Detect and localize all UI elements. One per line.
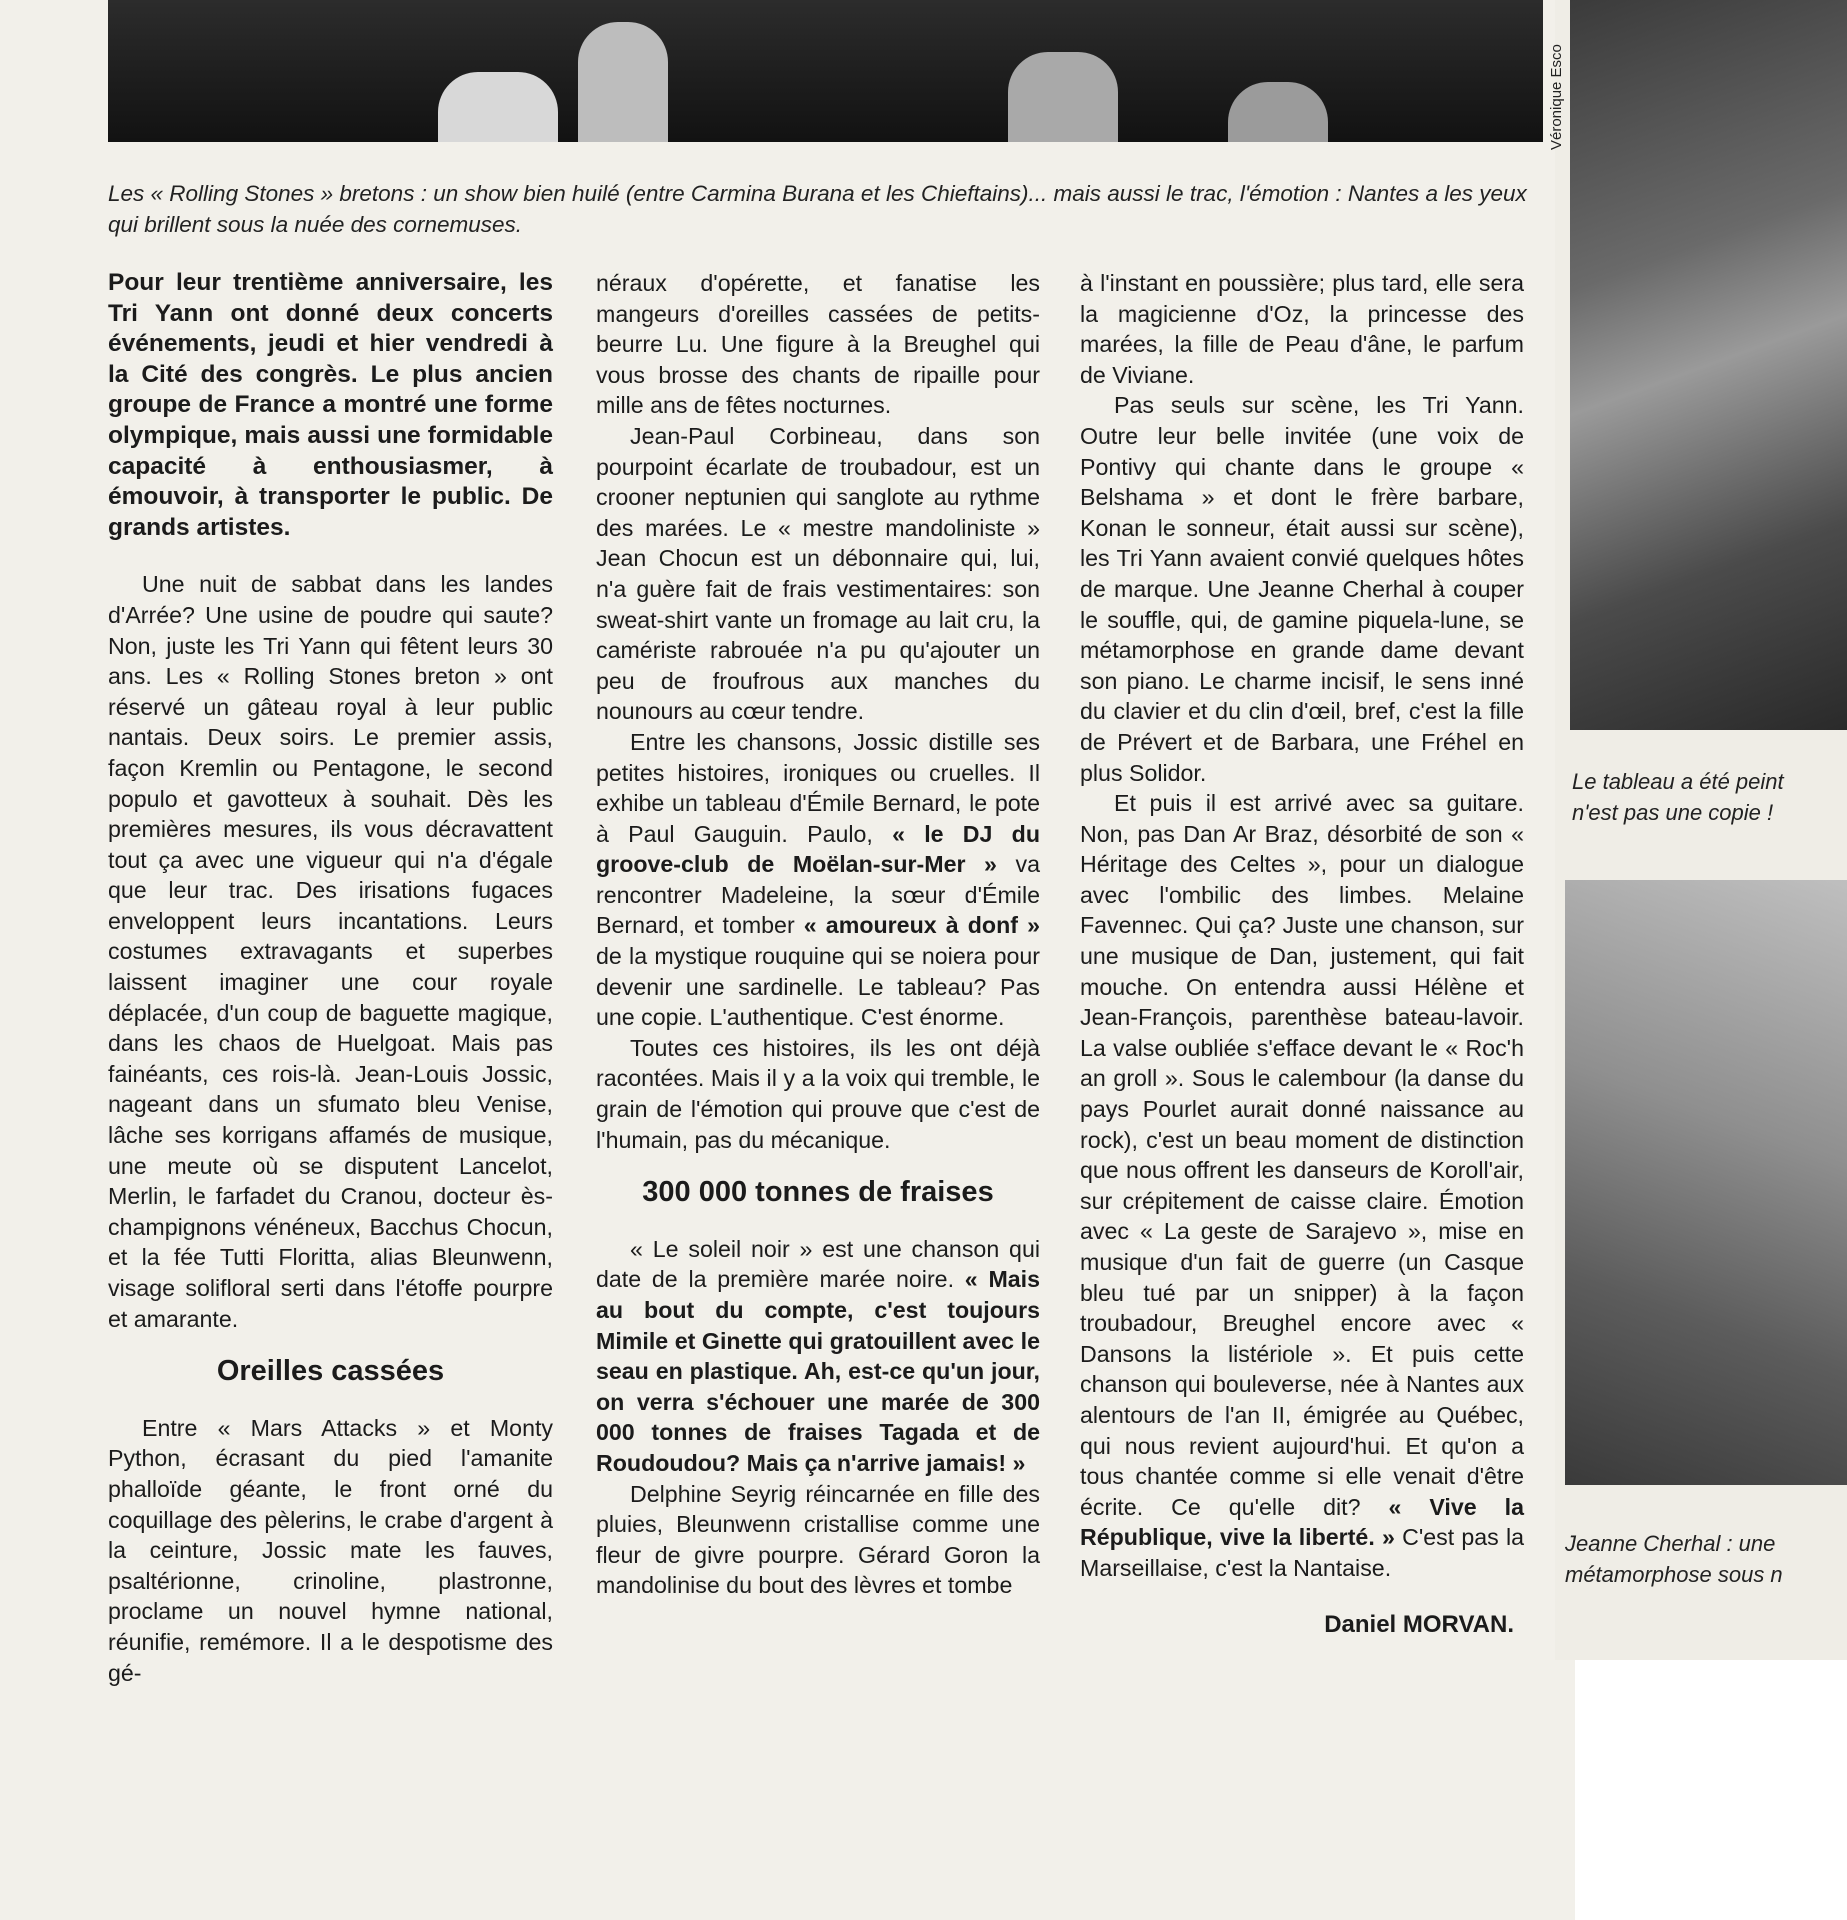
author-signature: Daniel MORVAN. [1324,1610,1514,1638]
text-run: Et puis il est arrivé avec sa guitare. Non, pas Dan Ar Braz, désorbité de son « Héritage des Celtes », pour un dialogue avec l'ombilic des limbes. Melaine Favennec. Qui ça? Juste une chanson, sur une musique de Dan, justement, qui fait mouche. On entendra aussi Hélène et Jean-François, parenthèse bateau-lavoir. La valse oubliée s'efface devant le « Roc'h an groll ». Sous le calembour (la danse du pays Pourlet aurait donné naissance au rock), c'est un beau moment de distinction que nous offrent les danseurs de Koroll'air, sur crépitement de caisse claire. Émotion avec « La geste de Sarajevo », mise en musique d'un fait de guerre (un Casque bleu tué par un snipper) à la façon troubadour, Breughel encore avec « Dansons la listériole ». Et puis cette chanson qui bouleverse, née à Nantes aux alentours de l'an II, émigrée au Québec, qui nous revient aujourd'hui. Et qu'on a tous chantée comme si elle venait d'être écrite. Ce qu'elle dit? [1080,790,1524,1520]
text-run: va rencontrer Madeleine, la sœur d'Émile Bernard, et tomber [596,851,1040,939]
subheading-oreilles: Oreilles cassées [216,1355,445,1388]
subheading-fraises: 300 000 tonnes de fraises [642,1176,994,1209]
photo-caption: Les « Rolling Stones » bretons : un show bien huilé (entre Carmina Burana et les Chieftains)... mais aussi le trac, l'émotion : Nantes a les yeux qui brillent sous la nuée des cornemuses. [108,181,1527,237]
quote-bold: « le DJ du groove-club de Moëlan-sur-Mer » [596,820,1040,878]
caption-line: Jeanne Cherhal : une [1565,1531,1776,1556]
photo-credit: Véronique Esco [1548,44,1565,150]
quote-bold: « amoureux à donf » [803,912,1040,939]
paragraph [596,727,1040,1033]
text-run: Entre les chansons, Jossic distille ses petites histoires, ironiques ou cruelles. Il exhibe un tableau d'Émile Bernard, le pote à Paul Gauguin. Paulo, [596,728,1040,847]
side-caption-2 [1565,1528,1783,1590]
column-1 [108,268,553,1688]
paragraph: Jean-Paul Corbineau, dans son pourpoint écarlate de troubadour, est un crooner neptunien qui sanglote au rythme des marées. Le « mestre mandoliniste » Jean Chocun est un débonnaire qui, lui, n'a guère fait de frais vestimentaires: son sweat-shirt vante un fromage au lait cru, la caméristе rabrouée n'a pu qu'ajouter un peu de froufrous aux manches du nounours au cœur tendre. [596,422,1040,725]
paragraph: à l'instant en poussière; plus tard, elle sera la magicienne d'Oz, la princesse des marées, la fille de Peau d'âne, le parfum de Viviane. [1080,270,1524,388]
side-photo-jeanne-cherhal [1565,880,1847,1485]
column-2 [596,268,1040,1601]
paragraph [1080,788,1524,1583]
column-3 [1080,268,1524,1640]
caption-line: Le tableau a été peint [1572,769,1784,794]
paragraph [596,1234,1040,1479]
quote-bold: « Vive la République, vive la liberté. » [1080,1493,1524,1551]
paragraph: Delphine Seyrig réincarnée en fille des pluies, Bleunwenn cristallise comme une fleur de givre pourpre. Gérard Goron la mandolinise du bout des lèvres et tombe [596,1480,1040,1599]
paragraph: Une nuit de sabbat dans les landes d'Arrée? Une usine de poudre qui saute? Non, juste les Tri Yann qui fêtent leurs 30 ans. Les « Rolling Stones breton » ont réservé un gâteau royal à leur public nantais. Deux soirs. Le premier assis, façon Kremlin ou Pentagone, le second populo et gavotteux à souhait. Dès les premières mesures, ils vous décravattent tout ça avec une vigueur qui n'a d'égale que leur trac. Des irisations fugaces enveloppent leurs incantations. Leurs costumes extravagants et superbes laissent imaginer une cour royale déplacée, d'un coup de baguette magique, dans les chaos de Huelgoat. Mais pas fainéants, ces rois-là. Jean-Louis Jossic, nageant dans un sfumato bleu Venise, lâche ses korrigans affamés de musique, une meute où se disputent Lancelot, Merlin, le farfadet du Cranou, docteur ès-champignons vénéneux, Bacchus Chocun, et la fée Tutti Floritta, alias Bleunwenn, visage solifloral serti dans l'étoffe pourpre et amarante. [108,571,553,1332]
paragraph: néraux d'opérette, et fanatise les mangeurs d'oreilles cassées de petits-beurre Lu. Une figure à la Breughel qui vous brosse des chants de ripaille pour mille ans de fêtes nocturnes. [596,270,1040,419]
text-run: de la mystique rouquine qui se noiera pour devenir une sardinelle. Le tableau? Pas une copie. L'authentique. C'est énorme. [596,943,1040,1031]
paragraph: Pas seuls sur scène, les Tri Yann. Outre leur belle invitée (une voix de Pontivy qui chante dans le groupe « Belshama » et dont le frère barbare, Konan le sonneur, était aussi sur scène), les Tri Yann avaient convié quelques hôtes de marque. Une Jeanne Cherhal à couper le souffle, qui, de gamine piquela-lune, se métamorphose en grande dame devant son piano. Le charme incisif, le sens inné du clavier et du clin d'œil, bref, c'est la fille de Prévert et de Barbara, une Fréhel en plus Solidor. [1080,392,1524,786]
paragraph: Toutes ces histoires, ils les ont déjà racontées. Mais il y a la voix qui tremble, le grain de l'émotion qui prouve que c'est de l'humain, pas du mécanique. [596,1034,1040,1153]
concert-photo [108,0,1543,142]
caption-line: métamorphose sous n [1565,1562,1783,1587]
paragraph: Entre « Mars Attacks » et Monty Python, écrasant du pied l'amanite phalloïde géante, le front orné du coquillage des pèlerins, le crabe d'argent à la ceinture, Jossic mate les fauves, psaltérionne, crinoline, plastronne, proclame un nouvel hymne national, réunifie, remémore. Il a le despotisme des gé- [108,1414,553,1686]
side-photo-painting [1570,0,1847,730]
side-caption-1 [1572,766,1784,828]
text-run: « Le soleil noir » est une chanson qui date de la première marée noire. [596,1235,1040,1293]
text-run: C'est pas la Marseillaise, c'est la Nantaise. [1080,1524,1525,1581]
article-lead: Pour leur trentième anniversaire, les Tri Yann ont donné deux concerts événements, jeudi et hier vendredi à la Cité des congrès. Le plus ancien groupe de France a montré une forme olympique, mais aussi une formidable capacité à enthousiasmer, à émouvoir, à transporter le public. De grands artistes. [108,269,553,541]
caption-line: n'est pas une copie ! [1572,800,1774,825]
quote-bold: « Mais au bout du compte, c'est toujours Mimile et Ginette qui gratouillent avec le seau en plastique. Ah, est-ce qu'un jour, on verra s'échouer une marée de 300 000 tonnes de fraises Tagada et de Roudoudou? Mais ça n'arrive jamais! » [596,1266,1041,1476]
